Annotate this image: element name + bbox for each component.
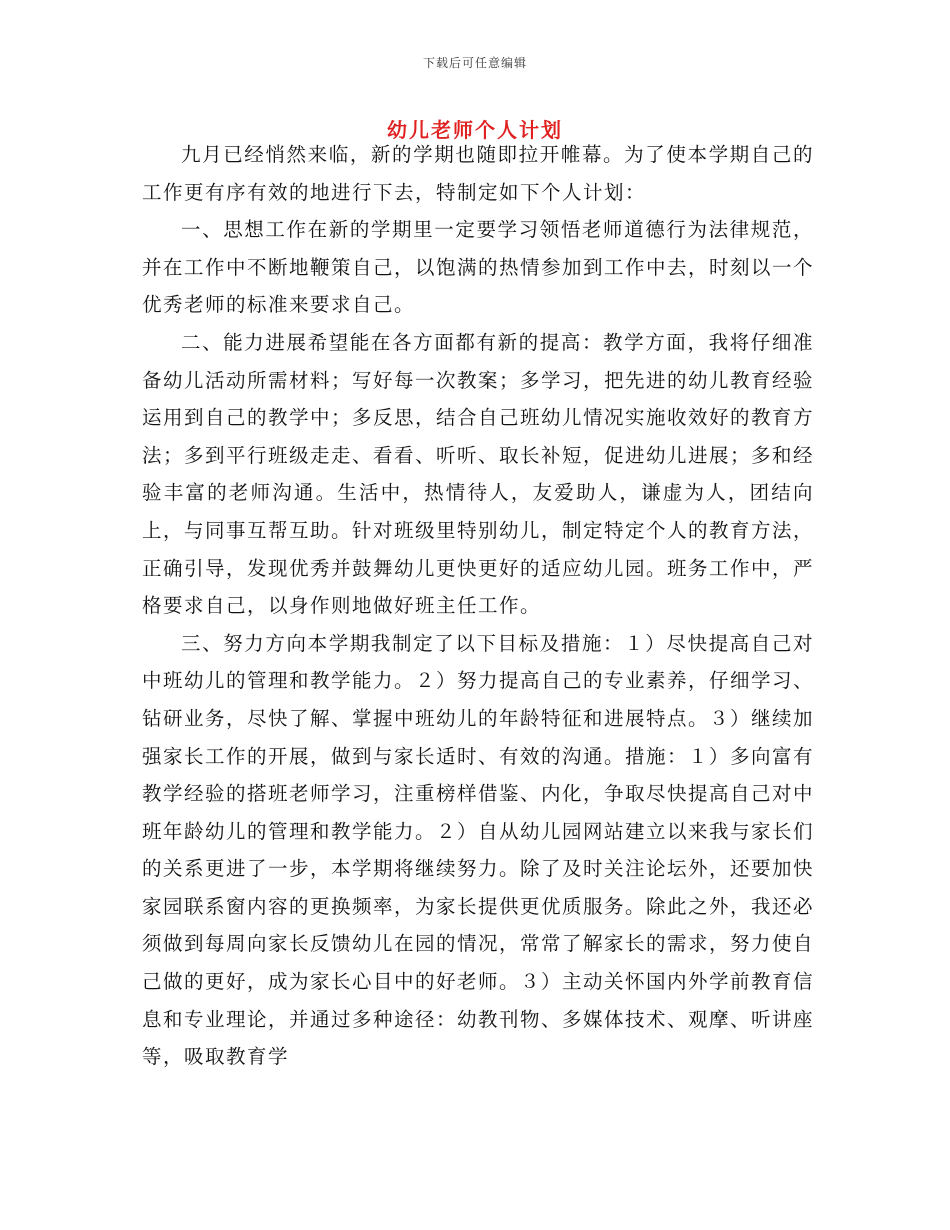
paragraph-ability: 二、能力进展希望能在各方面都有新的提高：教学方面，我将仔细准备幼儿活动所需材料；写好每一次教案；多学习，把先进的幼儿教育经验运用到自己的教学中；多反思，结合自己班幼儿情况实施收效好的教育方法；多到平行班级走走、看看、听听、取长补短，促进幼儿进展；多和经验丰富的老师沟通。生活中，热情待人，友爱助人，谦虚为人，团结向上，与同事互帮互助。针对班级里特别幼儿，制定特定个人的教育方法，正确引导，发现优秀并鼓舞幼儿更快更好的适应幼儿园。班务工作中，严格要求自己，以身作则地做好班主任工作。 xyxy=(142,330,815,618)
page-header: 下载后可任意编辑 xyxy=(422,56,527,70)
paragraph-direction: 三、努力方向本学期我制定了以下目标及措施：１）尽快提高自己对中班幼儿的管理和教学能力。２）努力提高自己的专业素养，仔细学习、钻研业务，尽快了解、掌握中班幼儿的年龄特征和进展特点。３）继续加强家长工作的开展，做到与家长适时、有效的沟通。措施：１）多向富有教学经验的搭班老师学习，注重榜样借鉴、内化，争取尽快提高自己对中班年龄幼儿的管理和教学能力。２）自从幼儿园网站建立以来我与家长们的关系更进了一步，本学期将继续努力。除了及时关注论坛外，还要加快家园联系窗内容的更换频率，为家长提供更优质服务。除此之外，我还必须做到每周向家长反馈幼儿在园的情况，常常了解家长的需求，努力使自己做的更好，成为家长心目中的好老师。３）主动关怀国内外学前教育信息和专业理论，并通过多种途径：幼教刊物、多媒体技术、观摩、听讲座等，吸取教育学 xyxy=(142,631,815,1069)
paragraph-intro: 九月已经悄然来临，新的学期也随即拉开帷幕。为了使本学期自己的工作更有序有效的地进行下去，特制定如下个人计划： xyxy=(142,143,814,204)
paragraph-ideology: 一、思想工作在新的学期里一定要学习领悟老师道德行为法律规范，并在工作中不断地鞭策自己，以饱满的热情参加到工作中去，时刻以一个优秀老师的标准来要求自己。 xyxy=(142,218,815,317)
document-body xyxy=(142,136,814,1076)
document-title: 幼儿老师个人计划 xyxy=(387,118,563,142)
